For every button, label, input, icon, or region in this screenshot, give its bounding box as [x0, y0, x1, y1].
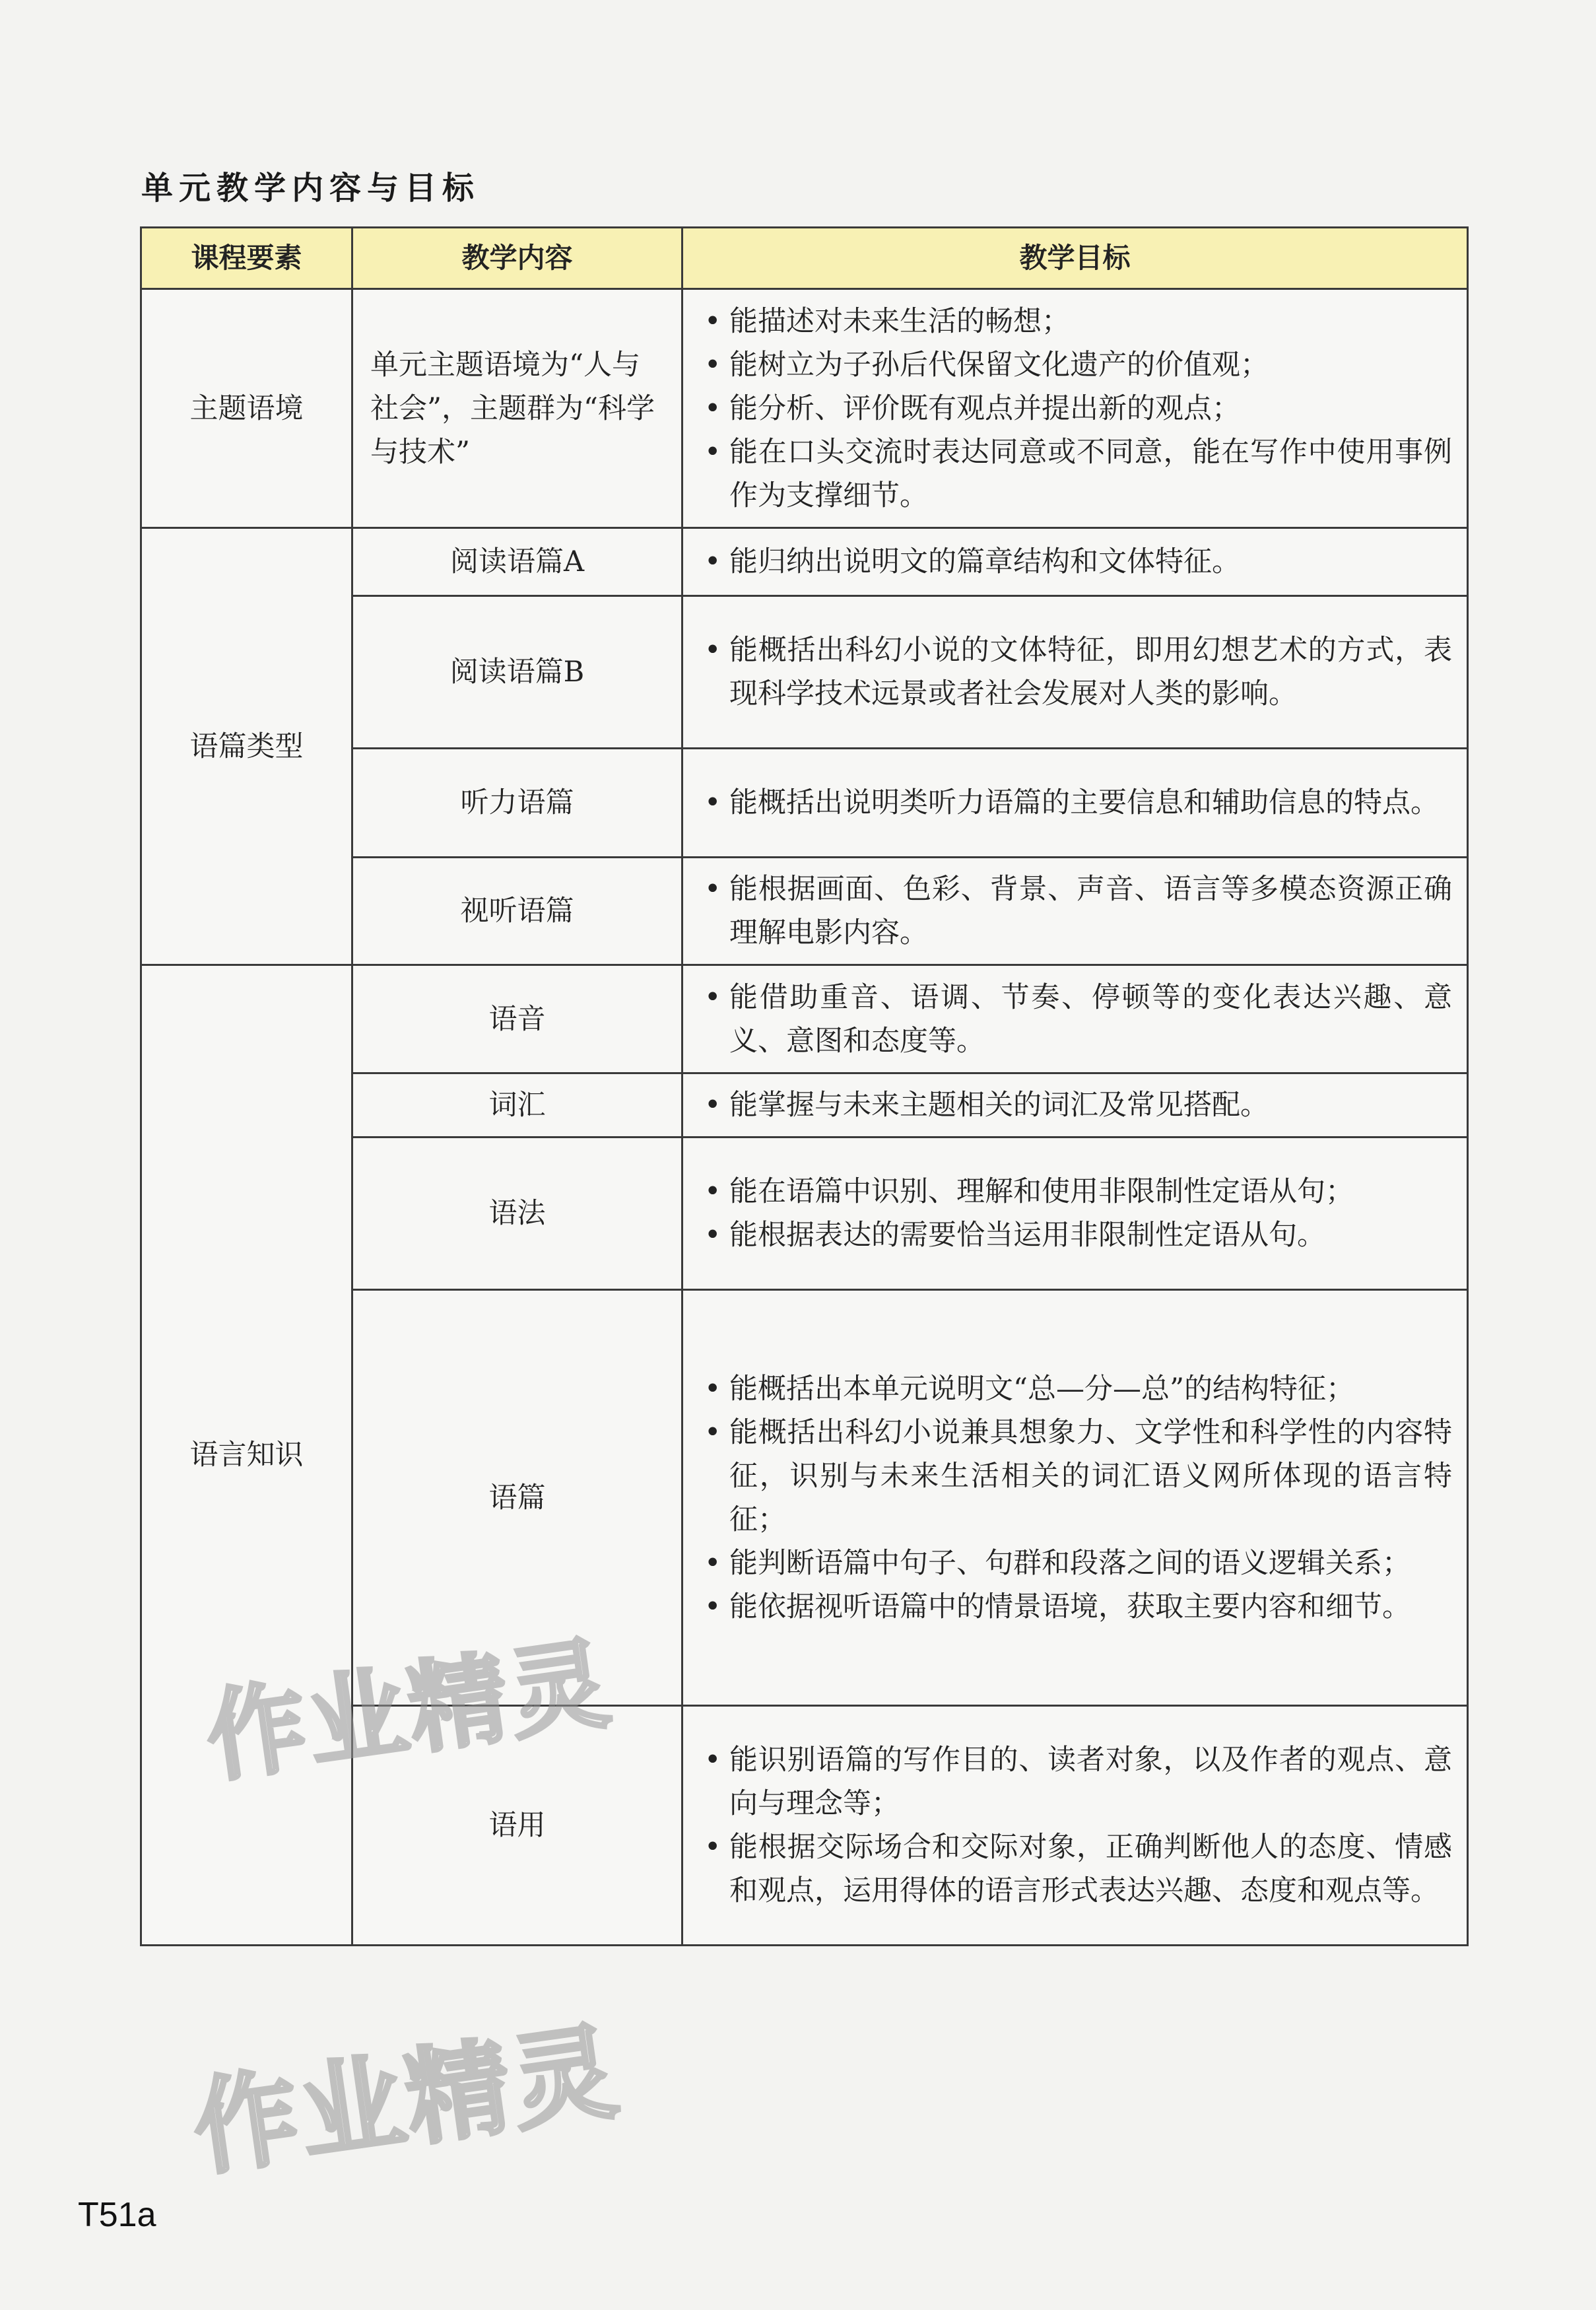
content-cell: 单元主题语境为“人与社会”，主题群为“科学与技术”: [352, 289, 682, 528]
content-cell: 语法: [352, 1138, 682, 1290]
goals-cell: [682, 1290, 1468, 1706]
goal-item: • 能根据交际场合和交际对象，正确判断他人的态度、情感和观点，运用得体的语言形式表达兴趣、态度和观点等。: [702, 1825, 1452, 1913]
element-cell: 主题语境: [141, 289, 352, 528]
goals-cell: [682, 289, 1468, 528]
goal-item: • 能识别语篇的写作目的、读者对象，以及作者的观点、意向与理念等；: [702, 1738, 1452, 1825]
goals-cell: [682, 1706, 1468, 1946]
content-cell: 语篇: [352, 1290, 682, 1706]
page-number: T51a: [78, 2196, 156, 2234]
content-cell: 视听语篇: [352, 858, 682, 965]
content-cell: 阅读语篇A: [352, 528, 682, 596]
goal-item: • 能概括出本单元说明文“总—分—总”的结构特征；: [702, 1367, 1452, 1411]
goal-item: • 能概括出科幻小说的文体特征，即用幻想艺术的方式，表现科学技术远景或者社会发展对人类的影响。: [702, 628, 1452, 716]
content-cell: 阅读语篇B: [352, 596, 682, 749]
content-cell: 语用: [352, 1706, 682, 1946]
content-cell: 词汇: [352, 1073, 682, 1138]
table-row: [141, 528, 1468, 596]
header-content: 教学内容: [352, 228, 682, 289]
goal-item: • 能借助重音、语调、节奏、停顿等的变化表达兴趣、意义、意图和态度等。: [702, 976, 1452, 1063]
header-element: 课程要素: [141, 228, 352, 289]
goal-item: • 能归纳出说明文的篇章结构和文体特征。: [702, 540, 1452, 584]
content-cell: 语音: [352, 965, 682, 1073]
goal-item: • 能根据画面、色彩、背景、声音、语言等多模态资源正确理解电影内容。: [702, 867, 1452, 955]
goals-cell: [682, 1073, 1468, 1138]
element-cell: 语言知识: [141, 965, 352, 1946]
watermark: 作业精灵: [199, 1625, 619, 1796]
header-goals: 教学目标: [682, 228, 1468, 289]
goals-cell: [682, 596, 1468, 749]
goal-item: • 能判断语篇中句子、句群和段落之间的语义逻辑关系；: [702, 1542, 1452, 1585]
goal-item: • 能概括出科幻小说兼具想象力、文学性和科学性的内容特征，识别与未来生活相关的词汇语义网所体现的语言特征；: [702, 1411, 1452, 1542]
goal-item: • 能概括出说明类听力语篇的主要信息和辅助信息的特点。: [702, 781, 1452, 825]
goals-cell: [682, 528, 1468, 596]
goal-item: • 能在口头交流时表达同意或不同意，能在写作中使用事例作为支撑细节。: [702, 430, 1452, 518]
goals-cell: [682, 749, 1468, 858]
goal-item: • 能分析、评价既有观点并提出新的观点；: [702, 387, 1452, 430]
goal-item: • 能依据视听语篇中的情景语境，获取主要内容和细节。: [702, 1585, 1452, 1629]
table-row: [141, 289, 1468, 528]
element-cell: 语篇类型: [141, 528, 352, 965]
goal-item: • 能描述对未来生活的畅想；: [702, 300, 1452, 343]
goals-cell: [682, 1138, 1468, 1290]
goal-item: • 能掌握与未来主题相关的词汇及常见搭配。: [702, 1083, 1452, 1127]
page-title: 单元教学内容与目标: [141, 170, 481, 207]
content-cell: 听力语篇: [352, 749, 682, 858]
goal-item: • 能在语篇中识别、理解和使用非限制性定语从句；: [702, 1170, 1452, 1213]
goal-item: • 能树立为子孙后代保留文化遗产的价值观；: [702, 343, 1452, 387]
table-header-row: [141, 228, 1468, 289]
goals-cell: [682, 965, 1468, 1073]
goals-cell: [682, 858, 1468, 965]
table-row: [141, 965, 1468, 1073]
watermark: 作业精灵: [186, 2010, 627, 2191]
goal-item: • 能根据表达的需要恰当运用非限制性定语从句。: [702, 1213, 1452, 1257]
